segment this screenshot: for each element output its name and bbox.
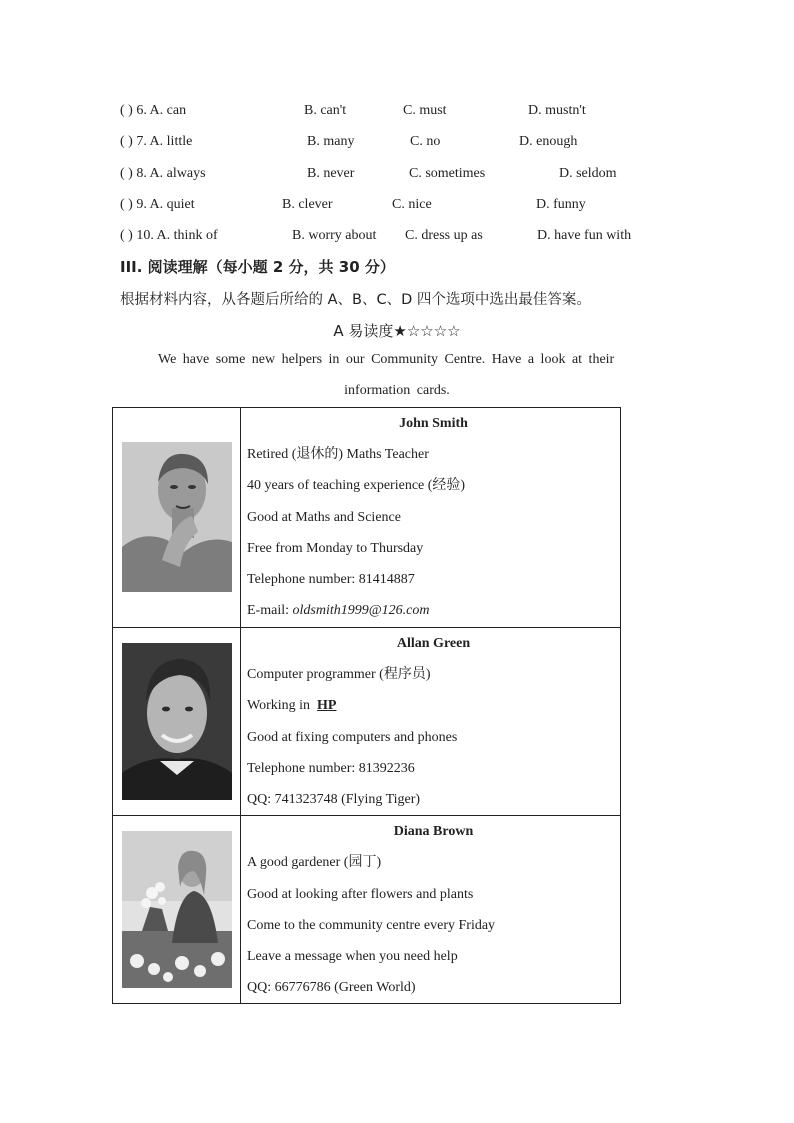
- passage-intro-line2: information cards.: [344, 383, 450, 398]
- choice-d: D. have fun with: [537, 228, 632, 243]
- choice-number-a: ( ) 9. A. quiet: [120, 197, 195, 212]
- photo-old-man: [122, 442, 232, 592]
- card-name: Diana Brown: [393, 824, 474, 840]
- choice-b: B. worry about: [292, 228, 377, 243]
- choice-row-10: [120, 228, 632, 248]
- card-name: John Smith: [399, 416, 468, 431]
- photo-cell: [113, 816, 241, 1004]
- choice-number-a: ( ) 7. A. little: [120, 134, 193, 149]
- card-diana-brown: [113, 816, 621, 1004]
- card-line: Leave a message when you need help: [247, 948, 458, 964]
- choice-number-a: ( ) 8. A. always: [120, 166, 206, 181]
- working-line: [247, 690, 620, 721]
- photo-young-man: [122, 643, 232, 800]
- choice-row-9: [120, 197, 586, 217]
- choice-number-a: ( ) 10. A. think of: [120, 228, 218, 243]
- choice-d: D. mustn't: [528, 103, 586, 118]
- photo-cell: [113, 408, 241, 628]
- card-allan-green: [113, 628, 621, 816]
- card-line: Retired (退休的) Maths Teacher: [247, 447, 429, 463]
- card-line: Good at looking after flowers and plants: [247, 886, 474, 902]
- card-line: Telephone number: 81392236: [247, 760, 415, 776]
- card-line: A good gardener (园丁): [247, 855, 382, 871]
- choice-b: B. can't: [304, 103, 347, 118]
- card-name: Allan Green: [396, 636, 471, 651]
- passage-title: A 易读度★☆☆☆☆: [333, 322, 461, 340]
- choice-row-8: [120, 166, 617, 186]
- choice-c: C. dress up as: [405, 228, 483, 243]
- card-line: Come to the community centre every Friday: [247, 917, 496, 933]
- choice-c: C. must: [403, 103, 447, 118]
- choice-number-a: ( ) 6. A. can: [120, 103, 187, 118]
- choice-c: C. no: [410, 134, 441, 149]
- photo-cell: [113, 628, 241, 816]
- info-cell: [241, 816, 621, 1004]
- email-address[interactable]: oldsmith1999@126.com: [292, 603, 430, 619]
- choice-c: C. sometimes: [409, 166, 486, 181]
- card-line: Computer programmer (程序员): [247, 667, 431, 683]
- card-line: Good at fixing computers and phones: [247, 729, 458, 745]
- info-cell: [241, 408, 621, 628]
- email-label: E-mail:: [247, 603, 289, 619]
- choice-d: D. seldom: [559, 166, 617, 181]
- choice-row-6: [120, 103, 586, 123]
- choice-row-7: [120, 134, 578, 154]
- card-line: Telephone number: 81414887: [247, 571, 415, 587]
- company-name: HP: [317, 698, 337, 714]
- choice-b: B. never: [307, 166, 355, 181]
- card-john-smith: [113, 408, 621, 628]
- info-cards-table: [112, 407, 621, 1004]
- info-cell: [241, 628, 621, 816]
- card-line: QQ: 66776786 (Green World): [247, 980, 416, 996]
- section-instruction: 根据材料内容，从各题后所给的 A、B、C、D 四个选项中选出最佳答案。: [120, 292, 591, 308]
- email-line: [247, 595, 620, 626]
- photo-gardener: [122, 831, 232, 988]
- working-label: Working in: [247, 698, 311, 714]
- choice-b: B. clever: [282, 197, 333, 212]
- choice-b: B. many: [307, 134, 355, 149]
- card-line: 40 years of teaching experience (经验): [247, 478, 466, 494]
- section-title: III. 阅读理解（每小题 2 分，共 30 分）: [120, 258, 395, 276]
- choice-d: D. enough: [519, 134, 578, 149]
- choice-d: D. funny: [536, 197, 586, 212]
- choice-c: C. nice: [392, 197, 432, 212]
- passage-intro-line1: We have some new helpers in our Community Centre. Have a look at their: [158, 352, 615, 367]
- card-line: QQ: 741323748 (Flying Tiger): [247, 791, 421, 807]
- card-line: Good at Maths and Science: [247, 509, 401, 525]
- card-line: Free from Monday to Thursday: [247, 540, 424, 556]
